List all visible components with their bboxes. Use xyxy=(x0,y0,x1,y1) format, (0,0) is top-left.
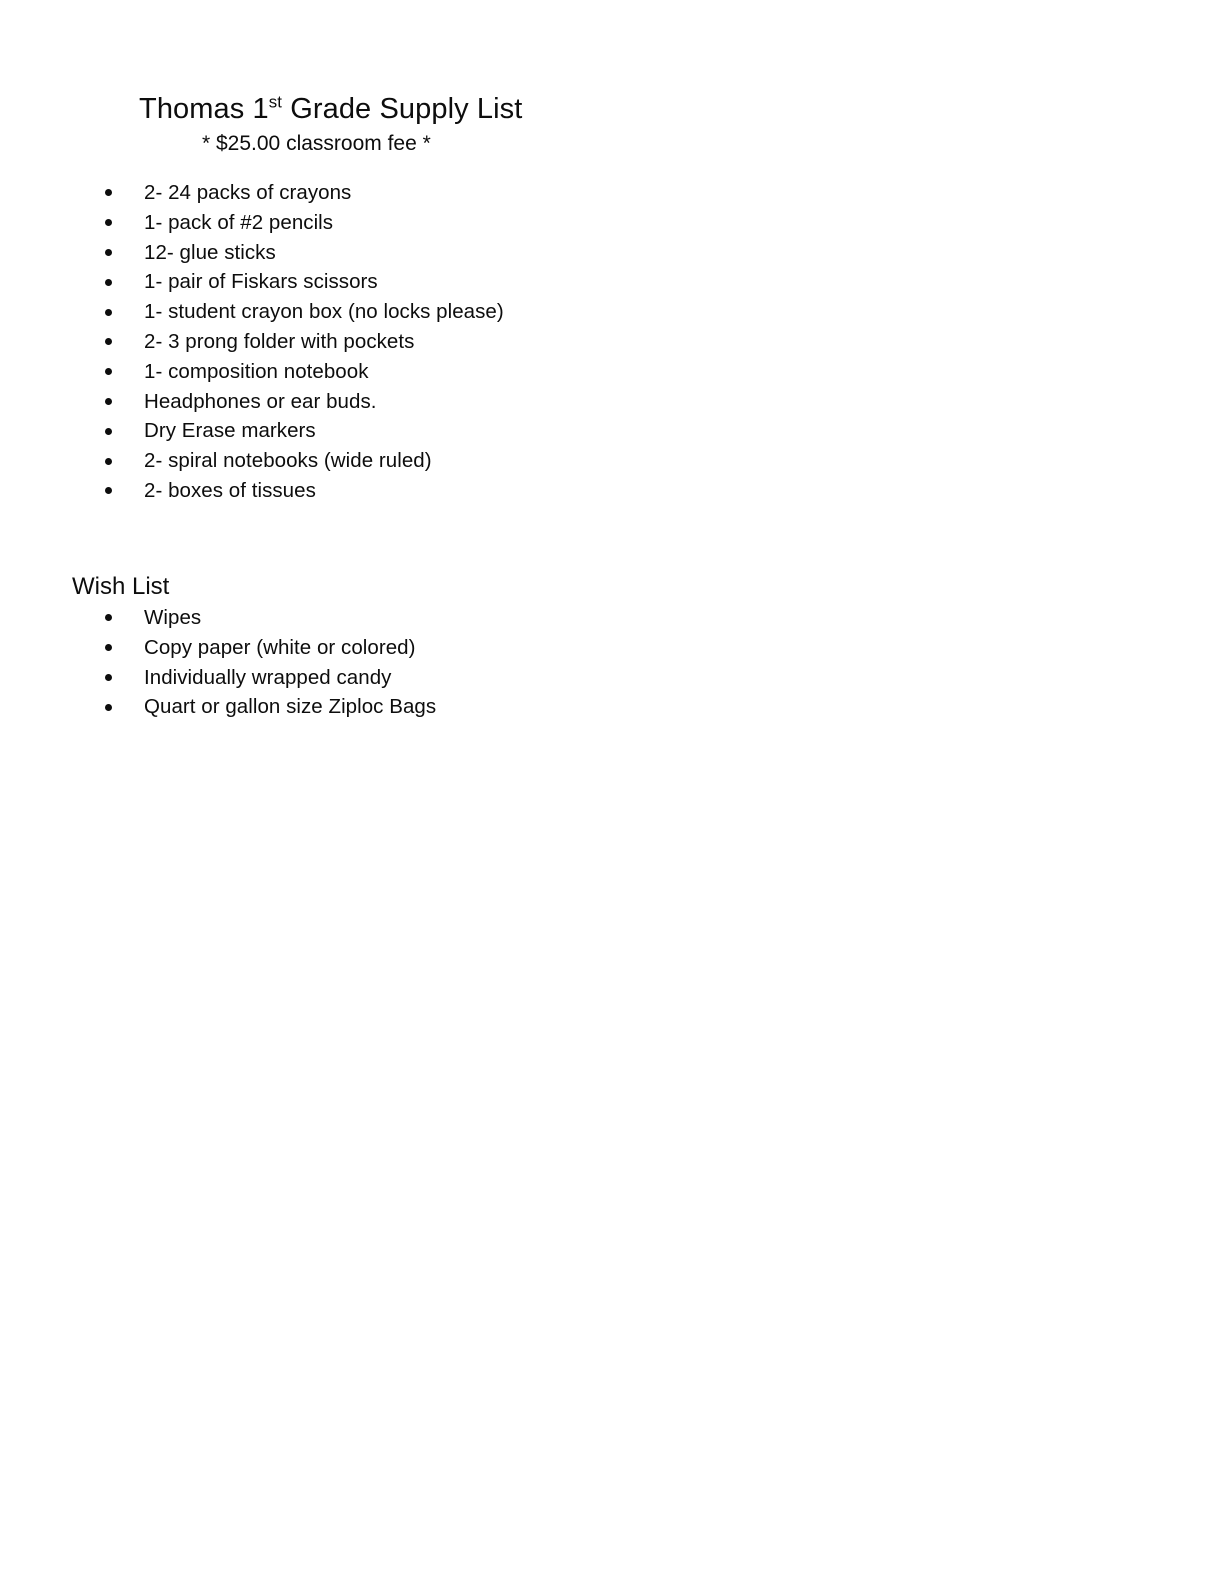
list-item-label: 2- 24 packs of crayons xyxy=(144,181,352,204)
list-item-label: Dry Erase markers xyxy=(144,419,316,443)
list-item-label: 2- spiral notebooks (wide ruled) xyxy=(144,449,432,473)
page-title-prefix: Thomas 1 xyxy=(139,93,269,126)
list-item-label: 1- student crayon box (no locks please) xyxy=(144,300,504,324)
classroom-fee-note: * $25.00 classroom fee * xyxy=(202,132,431,155)
bullet-icon xyxy=(105,249,112,256)
list-item-label: 2- boxes of tissues xyxy=(144,478,316,502)
bullet-icon xyxy=(105,458,112,465)
list-item-label: 12- glue sticks xyxy=(144,240,276,264)
list-item-label: 2- 3 prong folder with pockets xyxy=(144,329,415,353)
list-item-label: Quart or gallon size Ziploc Bags xyxy=(144,695,437,719)
bullet-icon xyxy=(105,614,112,621)
bullet-icon xyxy=(105,219,112,226)
bullet-icon xyxy=(105,674,112,681)
bullet-icon xyxy=(105,279,112,286)
page-title-superscript: st xyxy=(268,92,283,112)
list-item-label: Headphones or ear buds. xyxy=(144,389,377,413)
bullet-icon xyxy=(105,368,112,375)
bullet-icon xyxy=(105,428,112,435)
list-item-label: Wipes xyxy=(144,606,202,629)
list-item-label: 1- pair of Fiskars scissors xyxy=(144,270,378,294)
list-item-label: 1- pack of #2 pencils xyxy=(144,210,334,234)
bullet-icon xyxy=(105,398,112,405)
bullet-icon xyxy=(105,644,112,651)
bullet-icon xyxy=(105,309,112,316)
wish-list-heading: Wish List xyxy=(72,572,170,600)
page-title xyxy=(139,91,522,127)
bullet-icon xyxy=(105,704,112,711)
bullet-icon xyxy=(105,189,112,196)
list-item-label: 1- composition notebook xyxy=(144,359,369,383)
list-item-label: Copy paper (white or colored) xyxy=(144,635,416,659)
bullet-icon xyxy=(105,487,112,494)
bullet-icon xyxy=(105,338,112,345)
page-title-suffix: Grade Supply List xyxy=(282,93,523,126)
list-item-label: Individually wrapped candy xyxy=(144,665,392,689)
